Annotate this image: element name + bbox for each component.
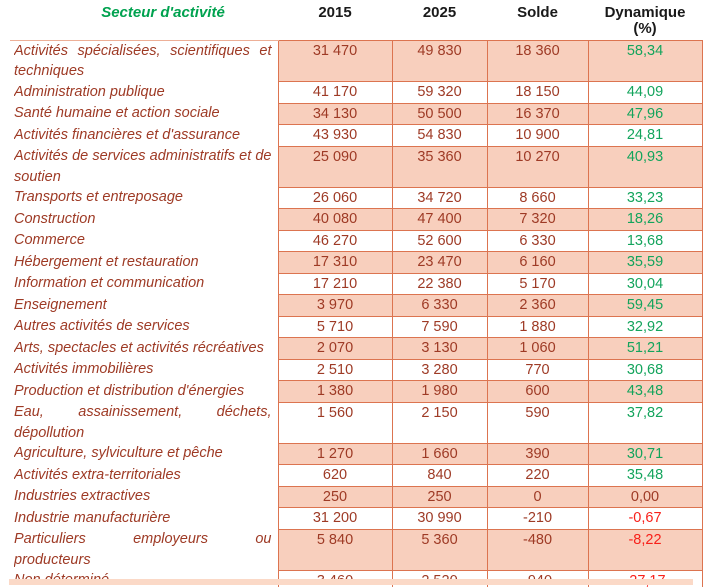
table-row bbox=[10, 273, 702, 295]
table-row bbox=[10, 209, 702, 231]
value-2025-cell: 2 150 bbox=[392, 402, 487, 443]
value-2015-cell: 1 270 bbox=[278, 443, 392, 465]
sector-name-cell bbox=[10, 209, 278, 231]
dynamique-cell: -0,67 bbox=[588, 508, 702, 530]
header-dynamique-line2: (%) bbox=[633, 20, 657, 37]
sector-name-cell bbox=[10, 465, 278, 487]
dynamique-cell: 13,68 bbox=[588, 230, 702, 252]
header-2025: 2025 bbox=[392, 0, 487, 40]
table-row bbox=[10, 338, 702, 360]
dynamique-cell: 59,45 bbox=[588, 295, 702, 317]
sector-name-line: Production et distribution d'énergies bbox=[14, 382, 245, 399]
dynamique-cell: 32,92 bbox=[588, 316, 702, 338]
value-2015-cell: 2 070 bbox=[278, 338, 392, 360]
value-2015-cell: 17 210 bbox=[278, 273, 392, 295]
value-2025-cell: 47 400 bbox=[392, 209, 487, 231]
dynamique-cell: 30,68 bbox=[588, 359, 702, 381]
value-2015-cell: 1 560 bbox=[278, 402, 392, 443]
sector-name-cell bbox=[10, 295, 278, 317]
table-row bbox=[10, 295, 702, 317]
value-2025-cell: 6 330 bbox=[392, 295, 487, 317]
value-2025-cell: 1 980 bbox=[392, 381, 487, 403]
solde-cell: 5 170 bbox=[487, 273, 588, 295]
sector-name-cell bbox=[10, 508, 278, 530]
table-row bbox=[10, 230, 702, 252]
dynamique-cell: 44,09 bbox=[588, 82, 702, 104]
solde-cell: 590 bbox=[487, 402, 588, 443]
table-row bbox=[10, 146, 702, 187]
solde-cell: 16 370 bbox=[487, 103, 588, 125]
sector-name-line: Construction bbox=[14, 210, 96, 227]
table-row bbox=[10, 508, 702, 530]
solde-cell: 0 bbox=[487, 486, 588, 508]
sector-name-line: Transports et entreposage bbox=[14, 189, 183, 205]
value-2015-cell: 250 bbox=[278, 486, 392, 508]
table-row bbox=[10, 465, 702, 487]
dynamique-cell: 0,00 bbox=[588, 486, 702, 508]
value-2025-cell: 49 830 bbox=[392, 40, 487, 82]
value-2015-cell: 5 840 bbox=[278, 529, 392, 570]
dynamique-cell: 24,81 bbox=[588, 125, 702, 147]
solde-cell: 6 160 bbox=[487, 252, 588, 274]
next-row-partial-strip bbox=[9, 579, 693, 585]
sector-name-cell bbox=[10, 316, 278, 338]
table-row bbox=[10, 40, 702, 82]
solde-cell: 10 270 bbox=[487, 146, 588, 187]
sector-name-cell bbox=[10, 443, 278, 465]
value-2015-cell: 40 080 bbox=[278, 209, 392, 231]
value-2025-cell: 840 bbox=[392, 465, 487, 487]
dynamique-cell: 37,82 bbox=[588, 402, 702, 443]
solde-cell: 1 060 bbox=[487, 338, 588, 360]
header-row bbox=[10, 0, 702, 40]
sector-name-line: producteurs bbox=[14, 551, 91, 568]
sector-name-line: Activités financières et d'assurance bbox=[14, 126, 241, 143]
sector-name-line: Autres activités de services bbox=[14, 318, 190, 334]
sector-name-cell bbox=[10, 82, 278, 104]
solde-cell: 18 360 bbox=[487, 40, 588, 82]
value-2015-cell: 26 060 bbox=[278, 187, 392, 209]
sector-name-cell bbox=[10, 359, 278, 381]
value-2015-cell: 620 bbox=[278, 465, 392, 487]
table-row bbox=[10, 443, 702, 465]
sector-name-line: Administration publique bbox=[14, 83, 165, 100]
sector-activity-table bbox=[10, 0, 703, 587]
header-dynamique bbox=[588, 0, 702, 40]
sector-name-line: Particuliers employeurs ou bbox=[14, 531, 272, 547]
table-row bbox=[10, 103, 702, 125]
sector-name-line: techniques bbox=[14, 63, 85, 79]
value-2025-cell: 59 320 bbox=[392, 82, 487, 104]
solde-cell: 7 320 bbox=[487, 209, 588, 231]
table-row bbox=[10, 187, 702, 209]
sector-name-cell bbox=[10, 338, 278, 360]
value-2015-cell: 3 970 bbox=[278, 295, 392, 317]
sector-name-cell bbox=[10, 486, 278, 508]
header-2015: 2015 bbox=[278, 0, 392, 40]
table-row bbox=[10, 359, 702, 381]
value-2015-cell: 41 170 bbox=[278, 82, 392, 104]
table-row bbox=[10, 402, 702, 443]
dynamique-cell: 35,48 bbox=[588, 465, 702, 487]
sector-name-cell bbox=[10, 40, 278, 82]
sector-name-line: Industries extractives bbox=[14, 488, 151, 504]
sector-name-line: Agriculture, sylviculture et pêche bbox=[14, 445, 223, 461]
value-2025-cell: 34 720 bbox=[392, 187, 487, 209]
solde-cell: -480 bbox=[487, 529, 588, 570]
solde-cell: 2 360 bbox=[487, 295, 588, 317]
solde-cell: -210 bbox=[487, 508, 588, 530]
table-row bbox=[10, 125, 702, 147]
dynamique-cell: 58,34 bbox=[588, 40, 702, 82]
sector-name-cell bbox=[10, 125, 278, 147]
table-header bbox=[10, 0, 702, 40]
sector-name-cell bbox=[10, 381, 278, 403]
sector-name-cell bbox=[10, 273, 278, 295]
dynamique-cell: 33,23 bbox=[588, 187, 702, 209]
dynamique-cell: 43,48 bbox=[588, 381, 702, 403]
value-2015-cell: 43 930 bbox=[278, 125, 392, 147]
sector-name-line: dépollution bbox=[14, 424, 85, 441]
solde-cell: 390 bbox=[487, 443, 588, 465]
dynamique-cell: 30,04 bbox=[588, 273, 702, 295]
dynamique-cell: 30,71 bbox=[588, 443, 702, 465]
header-solde: Solde bbox=[487, 0, 588, 40]
value-2015-cell: 34 130 bbox=[278, 103, 392, 125]
sector-name-line: Activités extra-territoriales bbox=[14, 466, 181, 483]
sector-name-line: Arts, spectacles et activités récréatives bbox=[14, 339, 264, 356]
value-2025-cell: 1 660 bbox=[392, 443, 487, 465]
table-row bbox=[10, 316, 702, 338]
dynamique-cell: 18,26 bbox=[588, 209, 702, 231]
value-2025-cell: 30 990 bbox=[392, 508, 487, 530]
dynamique-cell: 35,59 bbox=[588, 252, 702, 274]
value-2025-cell: 7 590 bbox=[392, 316, 487, 338]
value-2015-cell: 1 380 bbox=[278, 381, 392, 403]
table-row bbox=[10, 381, 702, 403]
solde-cell: 600 bbox=[487, 381, 588, 403]
sector-name-cell bbox=[10, 252, 278, 274]
sector-name-line: Activités spécialisées, scientifiques et bbox=[14, 42, 272, 59]
value-2015-cell: 25 090 bbox=[278, 146, 392, 187]
table-row bbox=[10, 529, 702, 570]
value-2015-cell: 46 270 bbox=[278, 230, 392, 252]
solde-cell: 220 bbox=[487, 465, 588, 487]
value-2015-cell: 17 310 bbox=[278, 252, 392, 274]
sector-name-cell bbox=[10, 103, 278, 125]
solde-cell: 8 660 bbox=[487, 187, 588, 209]
value-2025-cell: 23 470 bbox=[392, 252, 487, 274]
table-row bbox=[10, 252, 702, 274]
sector-name-line: Enseignement bbox=[14, 296, 107, 313]
header-dynamique-line1: Dynamique bbox=[604, 4, 686, 21]
sector-name-cell bbox=[10, 230, 278, 252]
value-2025-cell: 35 360 bbox=[392, 146, 487, 187]
header-secteur-activite: Secteur d'activité bbox=[10, 0, 278, 40]
sector-name-cell bbox=[10, 529, 278, 570]
sector-name-cell bbox=[10, 187, 278, 209]
sector-name-line: Industrie manufacturière bbox=[14, 509, 171, 526]
dynamique-cell: 51,21 bbox=[588, 338, 702, 360]
value-2025-cell: 5 360 bbox=[392, 529, 487, 570]
dynamique-cell: 47,96 bbox=[588, 103, 702, 125]
solde-cell: 10 900 bbox=[487, 125, 588, 147]
value-2015-cell: 31 470 bbox=[278, 40, 392, 82]
value-2025-cell: 54 830 bbox=[392, 125, 487, 147]
table-row bbox=[10, 486, 702, 508]
solde-cell: 1 880 bbox=[487, 316, 588, 338]
table-row bbox=[10, 82, 702, 104]
sector-name-line: Hébergement et restauration bbox=[14, 253, 199, 270]
sector-name-line: Commerce bbox=[14, 232, 85, 248]
value-2025-cell: 22 380 bbox=[392, 273, 487, 295]
table-body bbox=[10, 40, 702, 587]
value-2025-cell: 250 bbox=[392, 486, 487, 508]
value-2015-cell: 2 510 bbox=[278, 359, 392, 381]
sector-name-line: soutien bbox=[14, 168, 61, 185]
value-2025-cell: 3 280 bbox=[392, 359, 487, 381]
sector-name-line: Activités de services administratifs et de bbox=[14, 148, 272, 164]
sector-name-line: Activités immobilières bbox=[14, 361, 154, 377]
sector-name-cell bbox=[10, 146, 278, 187]
solde-cell: 770 bbox=[487, 359, 588, 381]
dynamique-cell: -8,22 bbox=[588, 529, 702, 570]
sector-name-cell bbox=[10, 402, 278, 443]
solde-cell: 6 330 bbox=[487, 230, 588, 252]
solde-cell: 18 150 bbox=[487, 82, 588, 104]
value-2015-cell: 31 200 bbox=[278, 508, 392, 530]
sector-name-line: Eau, assainissement, déchets, bbox=[14, 404, 272, 420]
dynamique-cell: 40,93 bbox=[588, 146, 702, 187]
value-2015-cell: 5 710 bbox=[278, 316, 392, 338]
sector-name-line: Information et communication bbox=[14, 275, 205, 291]
sector-name-line: Santé humaine et action sociale bbox=[14, 105, 220, 121]
value-2025-cell: 50 500 bbox=[392, 103, 487, 125]
value-2025-cell: 3 130 bbox=[392, 338, 487, 360]
value-2025-cell: 52 600 bbox=[392, 230, 487, 252]
